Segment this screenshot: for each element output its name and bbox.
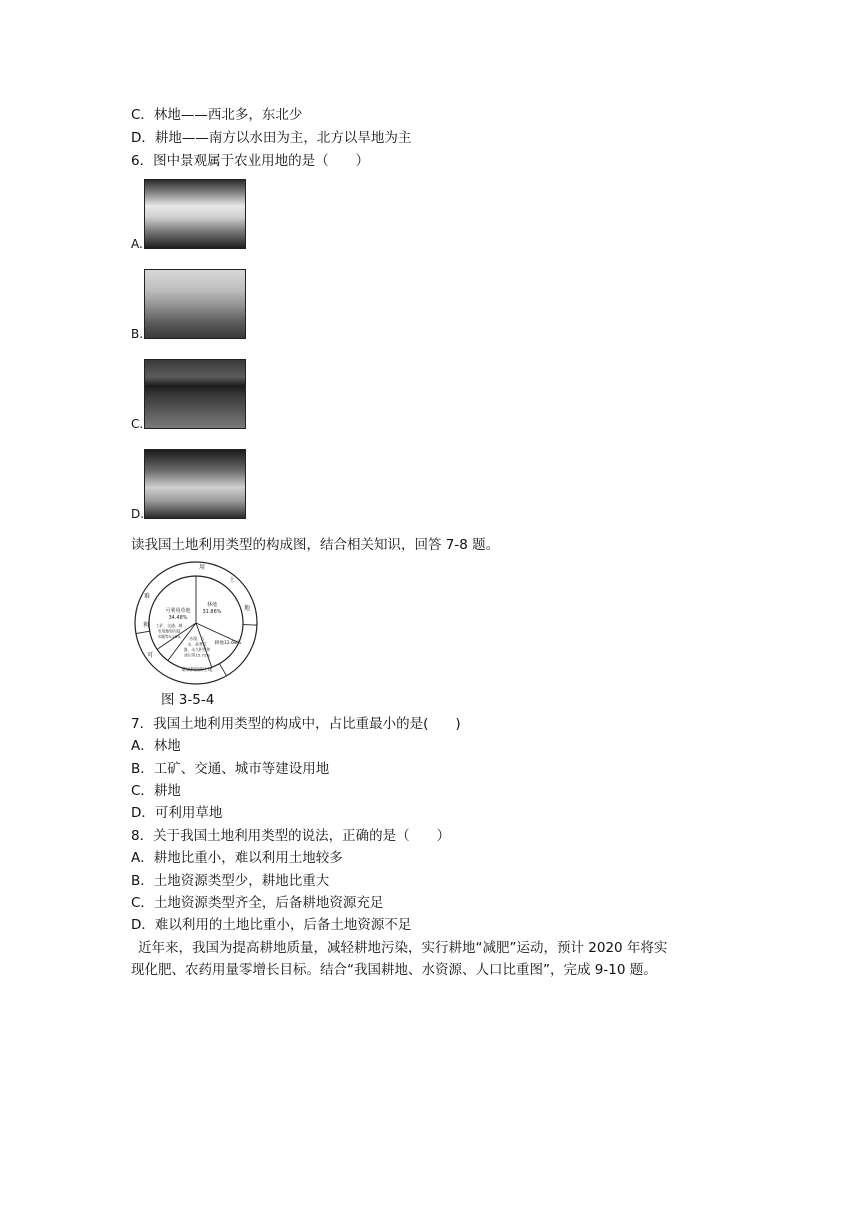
q8-option-d: D．难以利用的土地比重小，后备土地资源不足 <box>131 917 412 933</box>
q8-option-a: A．耕地比重小，难以利用土地较多 <box>131 850 343 866</box>
pagoda-city-photo <box>144 449 246 519</box>
highway-photo <box>144 359 246 429</box>
farmland-photo <box>144 269 246 339</box>
q6-stem: 6．图中景观属于农业用地的是（ ） <box>131 153 370 169</box>
slice-label-desert: 山、高寒荒 <box>187 641 207 647</box>
figure-caption: 图 3-5-4 <box>161 692 215 708</box>
q8-option-c: C．土地资源类型齐全，后备耕地资源充足 <box>131 895 384 911</box>
q7-option-c: C．耕地 <box>131 783 181 799</box>
q5-option-d: D．耕地——南方以水田为主，北方以旱地为主 <box>131 130 412 146</box>
slice-label-cropland: 耕地12.68% <box>214 641 242 646</box>
outer-ring-label: 利 <box>142 622 150 629</box>
slice-label-desert: 冰川等15.72% <box>184 652 210 658</box>
intro-9-10-line2: 现化肥、农药用量零增长目标。结合“我国耕地、水资源、人口比重图”，完成 9-10 题。 <box>131 962 657 978</box>
q8-stem: 8．关于我国土地利用类型的说法，正确的是（ ） <box>131 828 451 844</box>
ring-divider <box>220 664 227 676</box>
outer-ring-label: 用 <box>198 564 206 571</box>
slice-label-built: 工矿、交通、城 <box>155 623 183 628</box>
slice-label-built: 市用地和内陆 <box>157 628 181 634</box>
snowy-mountain-photo <box>144 179 246 249</box>
option-letter: D. <box>131 507 145 521</box>
intro-9-10-line1: 近年来，我国为提高耕地质量，减轻耕地污染，实行耕地“减肥”运动，预计 2020 年将实 <box>138 940 668 956</box>
slice-label-grass: 可利用草地 <box>165 608 191 614</box>
slice-label-unusable: 难以利用的土地 <box>181 668 213 673</box>
slice-label-grass-value: 34.48% <box>168 615 188 621</box>
slice-label-desert: 漠、永久积雪和 <box>183 647 211 652</box>
outer-ring-label: 难 <box>143 593 151 600</box>
option-letter: C. <box>131 417 144 431</box>
ring-divider <box>243 625 257 626</box>
q5-option-c: C．林地——西北多，东北少 <box>131 107 303 123</box>
slice-label-forest-value: 31.86% <box>202 609 222 615</box>
outer-ring-label: 地 <box>243 605 251 612</box>
q7-stem: 7．我国土地利用类型的构成中，占比重最小的是( ) <box>131 716 461 732</box>
outer-ring-label: 土 <box>228 577 236 584</box>
pie-svg <box>133 560 259 686</box>
q8-option-b: B．土地资源类型少，耕地比重大 <box>131 873 330 889</box>
slice-label-built: 水域等5.26% <box>157 634 181 639</box>
option-letter: A. <box>131 237 143 251</box>
land-use-pie-chart <box>133 560 259 686</box>
slice-label-desert: 沙漠、石 <box>189 636 205 641</box>
slice-label-forest: 林地 <box>206 602 218 608</box>
outer-ring-label: 可 <box>146 652 154 659</box>
option-letter: B. <box>131 327 144 341</box>
intro-7-8: 读我国土地利用类型的构成图，结合相关知识，回答 7-8 题。 <box>131 537 500 553</box>
q7-option-d: D．可利用草地 <box>131 805 223 821</box>
q7-option-a: A．林地 <box>131 738 181 754</box>
ring-divider <box>136 631 150 633</box>
q7-option-b: B．工矿、交通、城市等建设用地 <box>131 761 330 777</box>
